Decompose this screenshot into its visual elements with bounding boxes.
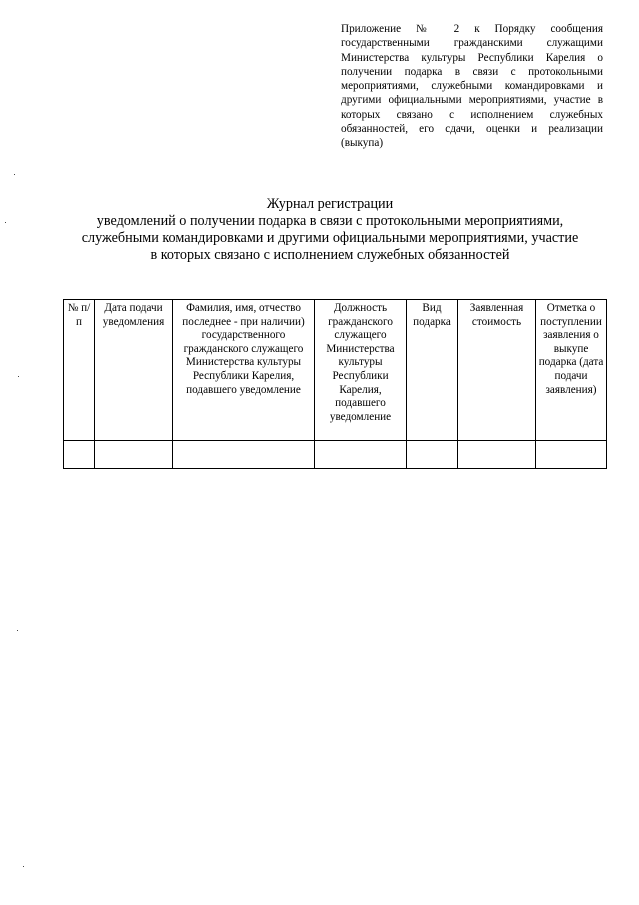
journal-title-line-2: уведомлений о получении подарка в связи с протокольными мероприятиями, bbox=[96, 213, 564, 229]
scan-speck bbox=[17, 630, 18, 631]
column-header-gift-type: Вид подарка bbox=[407, 300, 458, 441]
journal-title-line-1: Журнал регистрации bbox=[266, 196, 394, 212]
scan-speck bbox=[23, 866, 24, 867]
table-cell bbox=[95, 441, 173, 469]
appendix-note: Приложение № 2 к Порядку сообщения государственными гражданскими служащими Министерства культуры Республики Карелия о получении подарка в связи с протокольными мероприятиями, служебными командировками и другими официальными мероприятиями, участие в которых связано с исполнением служебных обязанностей, его сдачи, оценки и реализации (выкупа) bbox=[341, 23, 603, 150]
table-cell bbox=[173, 441, 315, 469]
column-header-full-name: Фамилия, имя, отчество последнее - при наличии) государственного гражданского служащего Министерства культуры Республики Карелия, подавшего уведомление bbox=[173, 300, 315, 441]
table-cell bbox=[64, 441, 95, 469]
scan-speck bbox=[14, 174, 15, 175]
table-header-row bbox=[64, 300, 607, 441]
registration-table bbox=[63, 299, 607, 469]
journal-title-line-3: служебными командировками и другими официальными мероприятиями, участие bbox=[81, 230, 579, 246]
journal-title bbox=[40, 196, 620, 264]
scan-speck bbox=[5, 222, 6, 223]
table-cell bbox=[458, 441, 536, 469]
table-cell bbox=[407, 441, 458, 469]
column-header-declared-value: Заявленная стоимость bbox=[458, 300, 536, 441]
column-header-date: Дата подачи уведомления bbox=[95, 300, 173, 441]
column-header-number: № п/п bbox=[64, 300, 95, 441]
table-cell bbox=[315, 441, 407, 469]
scan-speck bbox=[18, 376, 19, 377]
journal-title-line-4: в которых связано с исполнением служебных обязанностей bbox=[150, 247, 510, 263]
table-cell bbox=[536, 441, 607, 469]
column-header-position: Должность гражданского служащего Министерства культуры Республики Карелия, подавшего уведомление bbox=[315, 300, 407, 441]
table-row bbox=[64, 441, 607, 469]
column-header-buyout-mark: Отметка о поступлении заявления о выкупе подарка (дата подачи заявления) bbox=[536, 300, 607, 441]
